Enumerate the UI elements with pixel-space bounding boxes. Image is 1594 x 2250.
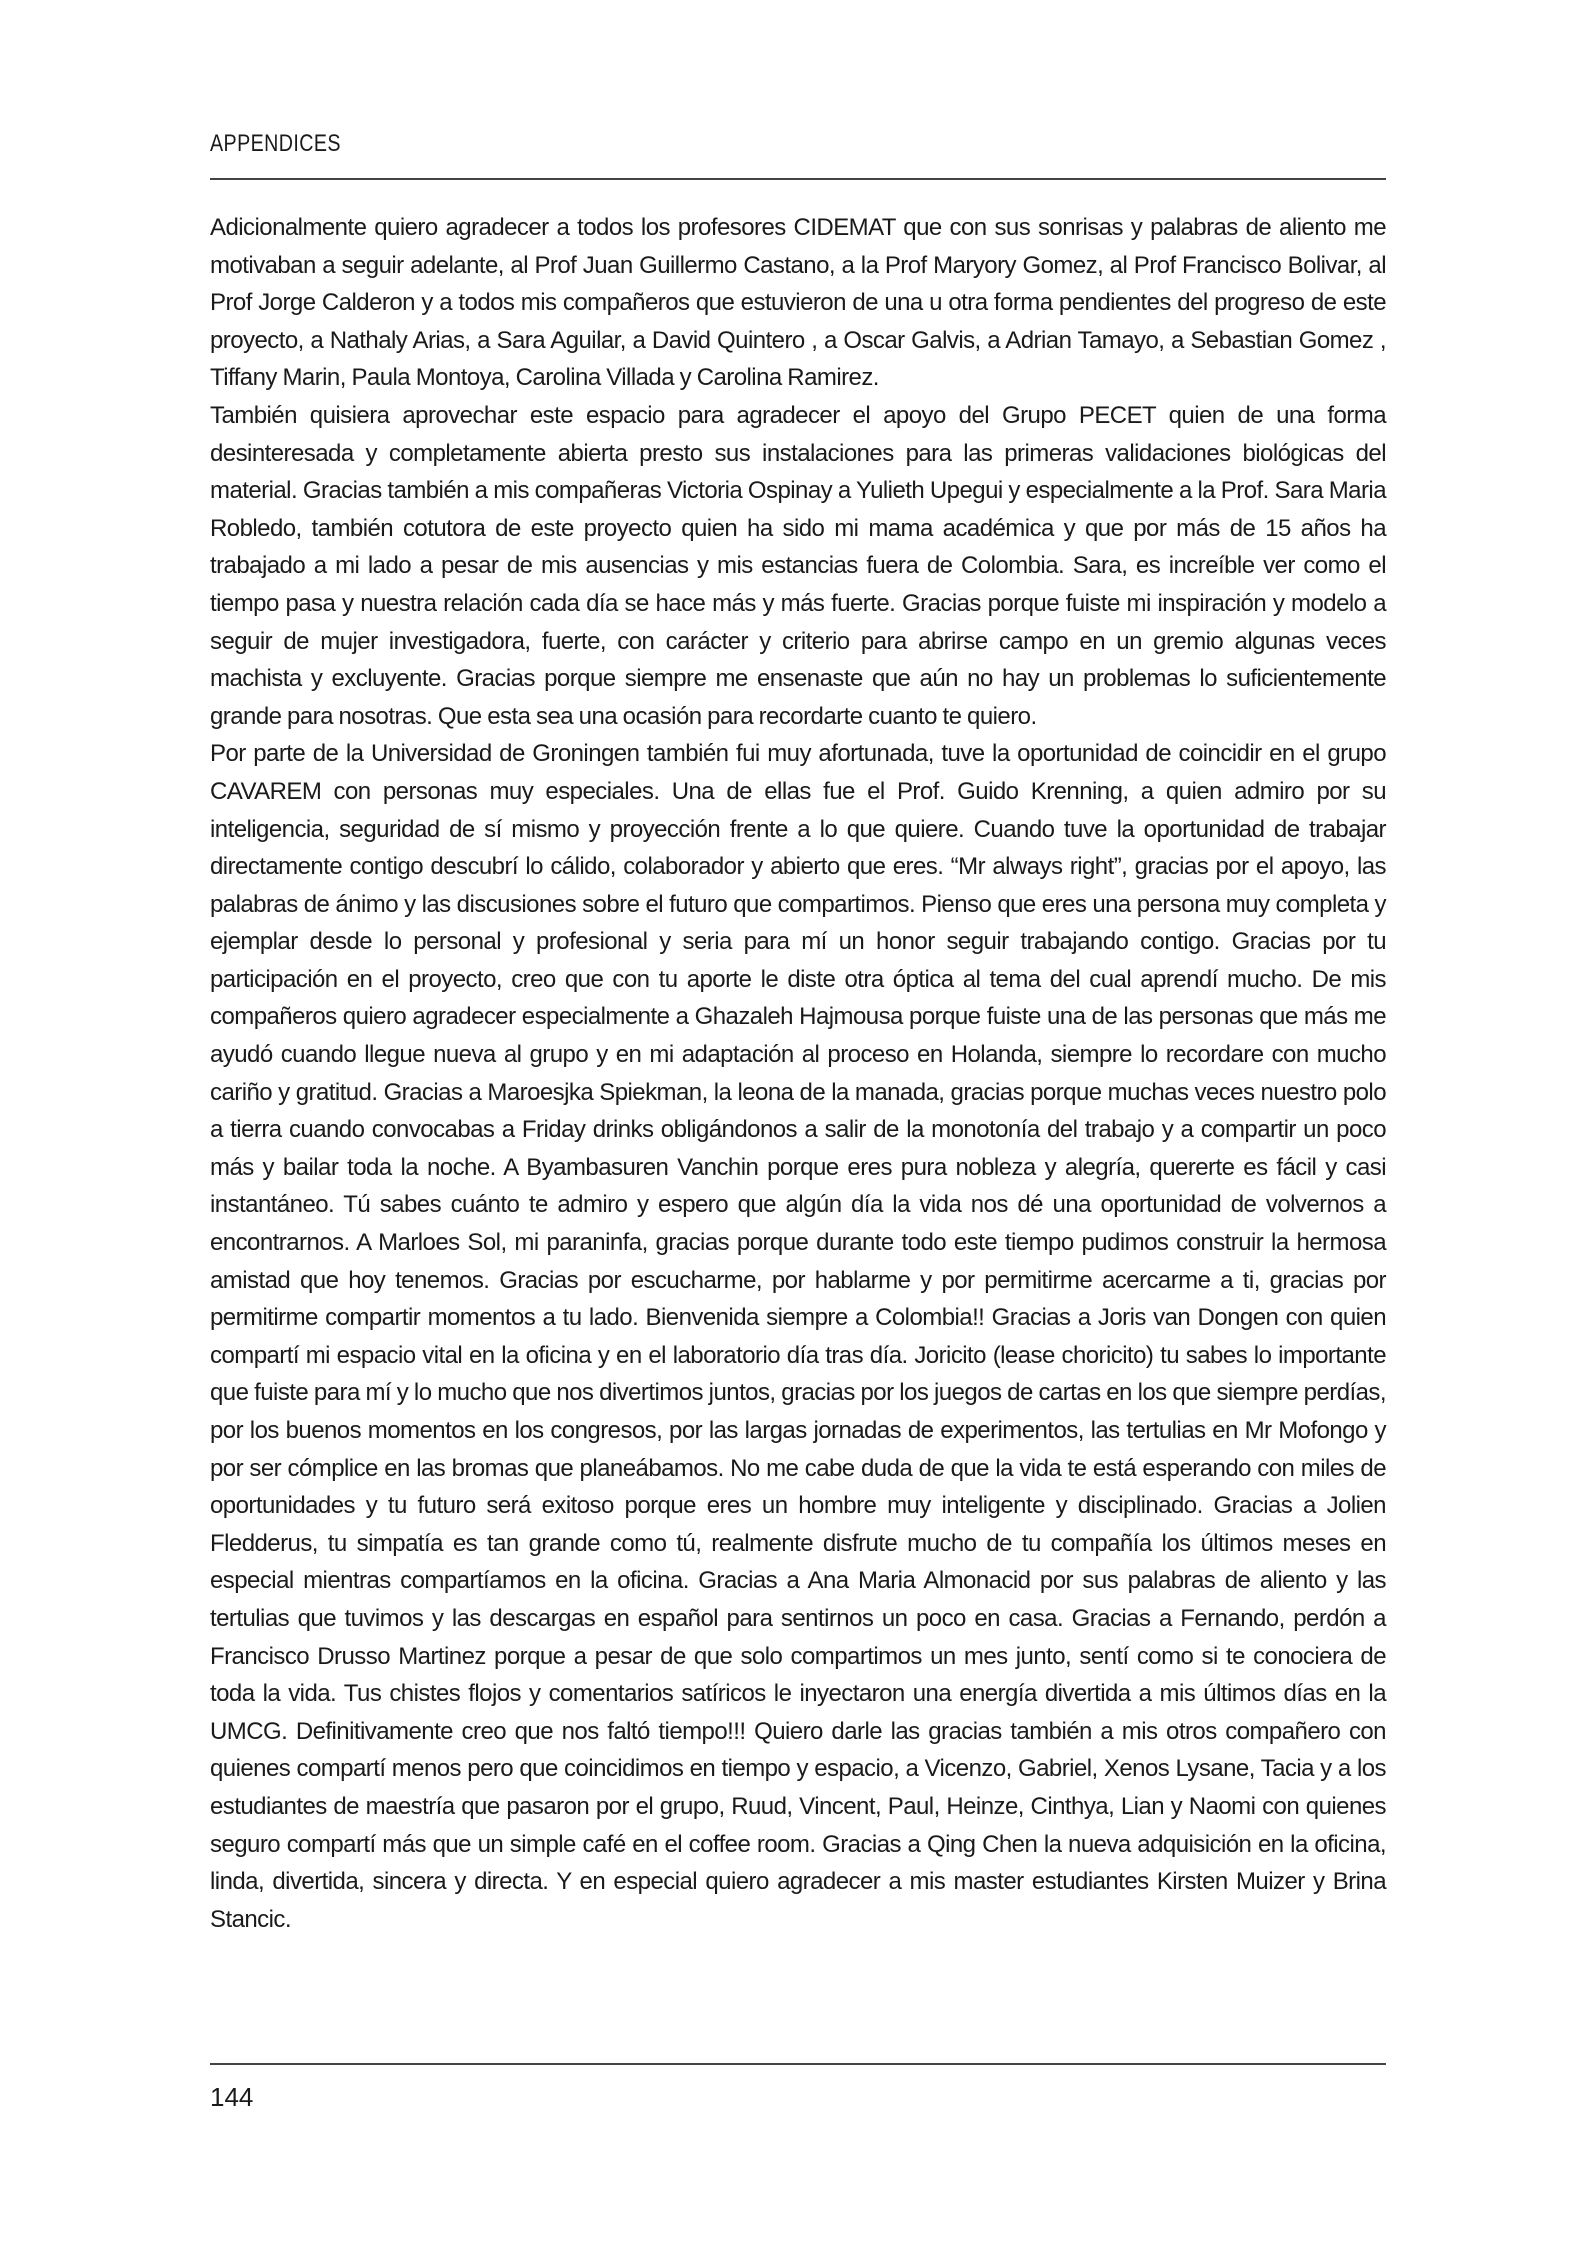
paragraph-groningen: Por parte de la Universidad de Groningen también fui muy afortunada, tuve la oportunidad de coincidir en el grupo CAVAREM con personas muy especiales. Una de ellas fue el Prof. Guido Krenning, a quien admiro por su inteligencia, seguridad de sí mismo y proyección frente a lo que quiere. Cuando tuve la oportunidad de trabajar directamente contigo descubrí lo cálido, colaborador y abierto que eres. “Mr always right”, gracias por el apoyo, las palabras de ánimo y las discusiones sobre el futuro que compartimos. Pienso que eres una persona muy completa y ejemplar desde lo personal y profesional y seria para mí un honor seguir trabajando contigo. Gracias por tu participación en el proyecto, creo que con tu aporte le diste otra óptica al tema del cual aprendí mucho. De mis compañeros quiero agradecer especialmente a Ghazaleh Hajmousa porque fuiste una de las personas que más me ayudó cuando llegue nueva al grupo y en mi adaptación al proceso en Holanda, siempre lo recordare con mucho cariño y gratitud. Gracias a Maroesjka Spiekman, la leona de la manada, gracias porque muchas veces nuestro polo a tierra cuando convocabas a Friday drinks obligándonos a salir de la monotonía del trabajo y a compartir un poco más y bailar toda la noche. A Byambasuren Vanchin porque eres pura nobleza y alegría, quererte es fácil y casi instantáneo. Tú sabes cuánto te admiro y espero que algún día la vida nos dé una oportunidad de volvernos a encontrarnos. A Marloes Sol, mi paraninfa, gracias porque durante todo este tiempo pudimos construir la hermosa amistad que hoy tenemos. Gracias por escucharme, por hablarme y por permitirme acercarme a ti, gracias por permitirme compartir momentos a tu lado. Bienvenida siempre a Colombia!! Gracias a Joris van Dongen con quien compartí mi espacio vital en la oficina y en el laboratorio día tras día. Joricito (lease choricito) tu sabes lo importante que fuiste para mí y lo mucho que nos divertimos juntos, gracias por los juegos de cartas en los que siempre perdías, por los buenos momentos en los congresos, por las largas jornadas de experimentos, las tertulias en Mr Mofongo y por ser cómplice en las bromas que planeábamos. No me cabe duda de que la vida te está esperando con miles de oportunidades y tu futuro será exitoso porque eres un hombre muy inteligente y disciplinado. Gracias a Jolien Fledderus, tu simpatía es tan grande como tú, realmente disfrute mucho de tu compañía los últimos meses en especial mientras compartíamos en la oficina. Gracias a Ana Maria Almonacid por sus palabras de aliento y las tertulias que tuvimos y las descargas en español para sentirnos un poco en casa. Gracias a Fernando, perdón a Francisco Drusso Martinez porque a pesar de que solo compartimos un mes junto, sentí como si te conociera de toda la vida. Tus chistes flojos y comentarios satíricos le inyectaron una energía divertida a mis últimos días en la UMCG. Definitivamente creo que nos faltó tiempo!!! Quiero darle las gracias también a mis otros compañero con quienes compartí menos pero que coincidimos en tiempo y espacio, a Vicenzo, Gabriel, Xenos Lysane, Tacia y a los estudiantes de maestría que pasaron por el grupo, Ruud, Vincent, Paul, Heinze, Cinthya, Lian y Naomi con quienes seguro compartí más que un simple café en el coffee room. Gracias a Qing Chen la nueva adquisición en la oficina, linda, divertida, sincera y directa. Y en especial quiero agradecer a mis master estudiantes Kirsten Muizer y Brina Stancic. xyxy=(210,740,1386,1933)
paragraph-cidemat: Adicionalmente quiero agradecer a todos los profesores CIDEMAT que con sus sonrisas y palabras de aliento me motivaban a seguir adelante, al Prof Juan Guillermo Castano, a la Prof Maryory Gomez, al Prof Francisco Bolivar, al Prof Jorge Calderon y a todos mis compañeros que estuvieron de una u otra forma pendientes del progreso de este proyecto, a Nathaly Arias, a Sara Aguilar, a David Quintero , a Oscar Galvis, a Adrian Tamayo, a Sebastian Gomez , Tiffany Marin, Paula Montoya, Carolina Villada y Carolina Ramirez. xyxy=(210,214,1386,392)
footer-rule xyxy=(210,2063,1386,2065)
paragraph-pecet: También quisiera aprovechar este espacio para agradecer el apoyo del Grupo PECET quien de una forma desinteresada y completamente abierta presto sus instalaciones para las primeras validaciones biológicas del material. Gracias también a mis compañeras Victoria Ospinay a Yulieth Upegui y especialmente a la Prof. Sara Maria Robledo, también cotutora de este proyecto quien ha sido mi mama académica y que por más de 15 años ha trabajado a mi lado a pesar de mis ausencias y mis estancias fuera de Colombia. Sara, es increíble ver como el tiempo pasa y nuestra relación cada día se hace más y más fuerte. Gracias porque fuiste mi inspiración y modelo a seguir de mujer investigadora, fuerte, con carácter y criterio para abrirse campo en un gremio algunas veces machista y excluyente. Gracias porque siempre me ensenaste que aún no hay un problemas lo suficientemente grande para nosotras. Que esta sea una ocasión para recordarte cuanto te quiero. xyxy=(210,401,1386,730)
body-text xyxy=(210,209,1386,1938)
page-number: 144 xyxy=(210,2082,254,2112)
header-rule xyxy=(210,178,1386,180)
running-head: APPENDICES xyxy=(210,130,341,157)
